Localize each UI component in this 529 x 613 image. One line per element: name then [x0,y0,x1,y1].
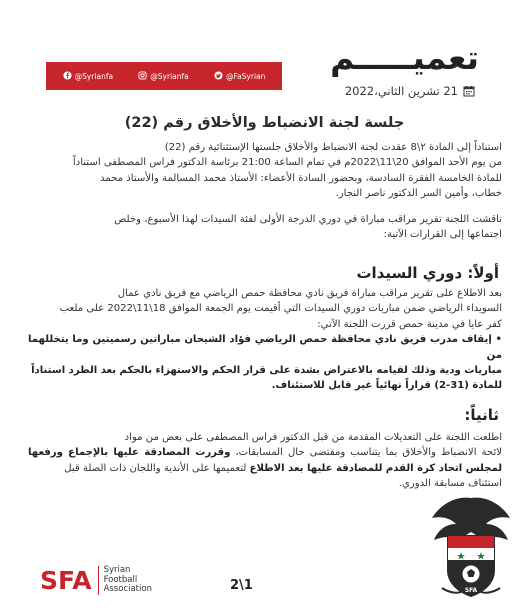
intro-paragraph: استناداً إلى المادة ٢\8 عقدت لجنة الانضباط والأخلاق جلستها الإستثنائية رقم (22) من يوم الأحد الموافق 20\11\2022م في تمام الساعة 21:00 برئاسة الدكتور فراس المصطفى استناداً للمادة الخامسة الفقرة السادسة، وبحضور السادة الأعضاء: الأستاذ محمد المسالمة والأستاذ محمد خطاب، وأمين السر الدكتور ناصر النجار. [72,142,502,200]
section-1-body: بعد الاطلاع على تقرير مراقب مباراة فريق نادي محافظة حمص الرياضي مع فريق نادي عمال السويداء الرياضي ضمن مباريات دوري السيدات التي أقيمت يوم الجمعة الموافق 18\11\2022 على ملعب كفر عايا في مدينة حمص قررت اللجنة الآتي: • إيقاف مدرب فريق نادي محافظة حمص الرياضي فؤاد الشيحان مباراتين رسميتين وما يتخللهما من مباريات ودية وذلك لقيامه بالاعتراض بشدة على قرار الحكم والاستهزاء بالحكم بعد الطرد استناداً للمادة (31-2) قراراً نهائياً غير قابل للاستئناف. [28,288,502,392]
section-2-body: اطلعت اللجنة على التعديلات المقدمة من قبل الدكتور فراس المصطفى على بعض من مواد لائحة الانضباط والأخلاق بما يتناسب ومقتضى حال المسابقات، وقررت المصادقة عليها بالإجماع ورفعها لمجلس اتحاد كرة القدم للمصادقة عليها بعد الاطلاع لتعميمها على الأندية واللجان ذات الصلة قبل استئناف مسابقة الدوري. [28,432,503,490]
social-twitter[interactable]: @FaSyrian [214,71,265,82]
circular-title: تعميـــــم [330,38,479,77]
instagram-icon [138,71,147,82]
session-title: جلسة لجنة الانضباط والأخلاق رقم (22) [124,115,405,131]
section-2-title: ثانياً: [464,406,499,424]
sfa-emblem-icon [428,488,514,600]
date-row [345,84,475,98]
date-text: 21 تشرين الثاني،2022 [344,84,458,98]
sfa-logo-subtitle: Syrian Football Association [98,566,152,595]
section-1-title: أولاً: دوري السيدات [356,264,499,282]
facebook-icon [63,71,72,82]
twitter-icon [214,71,223,82]
sfa-logo-text: SFA [40,566,92,595]
social-facebook[interactable]: @Syrianfa [63,71,113,82]
social-instagram[interactable]: @Syrianfa [138,71,188,82]
calendar-icon [463,85,475,97]
page-number: 2\1 [230,578,253,593]
emblem-label: SFA [464,587,478,594]
sfa-logo [40,566,152,595]
intro-paragraph-2: ناقشت اللجنة تقرير مراقب مباراة في دوري الدرجة الأولى لفئة السيدات لهذا الأسبوع، وخلص اجتماعها إلى القرارات الآتية: [114,214,502,241]
decision-line: • إيقاف مدرب فريق نادي محافظة حمص الرياضي فؤاد الشيحان مباراتين رسميتين وما يتخللهما من [28,334,502,361]
social-bar [46,62,282,90]
